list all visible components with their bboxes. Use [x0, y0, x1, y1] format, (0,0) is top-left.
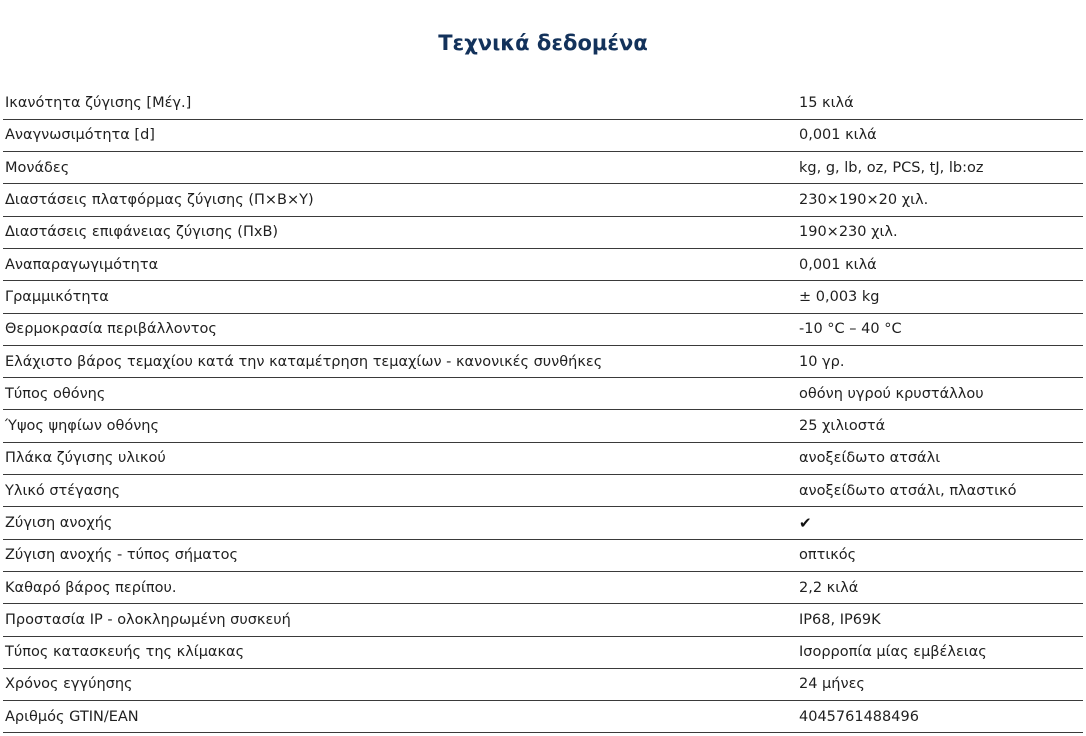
spec-value: οθόνη υγρού κρυστάλλου	[795, 378, 1083, 410]
spec-value: 25 χιλιοστά	[795, 410, 1083, 442]
spec-value: ± 0,003 kg	[795, 281, 1083, 313]
spec-label: Ελάχιστο βάρος τεμαχίου κατά την καταμέτρηση τεμαχίων - κανονικές συνθήκες	[3, 345, 795, 377]
spec-label: Αναγνωσιμότητα [d]	[3, 119, 795, 151]
spec-label: Ικανότητα ζύγισης [Μέγ.]	[3, 87, 795, 119]
spec-label: Χρόνος εγγύησης	[3, 668, 795, 700]
table-row	[3, 184, 1083, 216]
spec-value: Ισορροπία μίας εμβέλειας	[795, 636, 1083, 668]
table-row	[3, 119, 1083, 151]
table-row	[3, 442, 1083, 474]
table-row	[3, 475, 1083, 507]
spec-value: ανοξείδωτο ατσάλι	[795, 442, 1083, 474]
spec-label: Ύψος ψηφίων οθόνης	[3, 410, 795, 442]
spec-label: Μονάδες	[3, 152, 795, 184]
spec-value: 190×230 χιλ.	[795, 216, 1083, 248]
table-row	[3, 87, 1083, 119]
spec-label: Καθαρό βάρος περίπου.	[3, 571, 795, 603]
spec-label: Διαστάσεις πλατφόρμας ζύγισης (Π×Β×Υ)	[3, 184, 795, 216]
spec-label: Τύπος οθόνης	[3, 378, 795, 410]
table-row	[3, 216, 1083, 248]
spec-label: Αναπαραγωγιμότητα	[3, 248, 795, 280]
spec-value: -10 °C – 40 °C	[795, 313, 1083, 345]
spec-label: Ζύγιση ανοχής - τύπος σήματος	[3, 539, 795, 571]
table-row	[3, 701, 1083, 733]
table-row	[3, 604, 1083, 636]
spec-value: 4045761488496	[795, 701, 1083, 733]
spec-label: Γραμμικότητα	[3, 281, 795, 313]
spec-value: 0,001 κιλά	[795, 248, 1083, 280]
spec-value: 2,2 κιλά	[795, 571, 1083, 603]
spec-value: 0,001 κιλά	[795, 119, 1083, 151]
spec-value: IP68, IP69K	[795, 604, 1083, 636]
table-row	[3, 539, 1083, 571]
checkmark-icon: ✔	[799, 513, 812, 532]
table-row	[3, 378, 1083, 410]
spec-value: οπτικός	[795, 539, 1083, 571]
spec-value: 230×190×20 χιλ.	[795, 184, 1083, 216]
spec-label: Τύπος κατασκευής της κλίμακας	[3, 636, 795, 668]
spec-label: Ζύγιση ανοχής	[3, 507, 795, 539]
spec-value: ανοξείδωτο ατσάλι, πλαστικό	[795, 475, 1083, 507]
spec-label: Προστασία IP - ολοκληρωμένη συσκευή	[3, 604, 795, 636]
spec-value	[795, 507, 1083, 539]
spec-value: 15 κιλά	[795, 87, 1083, 119]
specs-table	[3, 87, 1083, 733]
table-row	[3, 313, 1083, 345]
table-row	[3, 152, 1083, 184]
spec-value: kg, g, lb, oz, PCS, tJ, lb:oz	[795, 152, 1083, 184]
table-row	[3, 345, 1083, 377]
table-row	[3, 281, 1083, 313]
spec-value: 10 γρ.	[795, 345, 1083, 377]
spec-label: Διαστάσεις επιφάνειας ζύγισης (ΠxΒ)	[3, 216, 795, 248]
table-row	[3, 571, 1083, 603]
spec-label: Υλικό στέγασης	[3, 475, 795, 507]
page-title: Τεχνικά δεδομένα	[438, 31, 648, 55]
spec-label: Θερμοκρασία περιβάλλοντος	[3, 313, 795, 345]
spec-value: 24 μήνες	[795, 668, 1083, 700]
spec-label: Αριθμός GTIN/EAN	[3, 701, 795, 733]
table-row	[3, 410, 1083, 442]
table-row	[3, 636, 1083, 668]
table-row	[3, 248, 1083, 280]
table-row	[3, 507, 1083, 539]
table-row	[3, 668, 1083, 700]
spec-label: Πλάκα ζύγισης υλικού	[3, 442, 795, 474]
